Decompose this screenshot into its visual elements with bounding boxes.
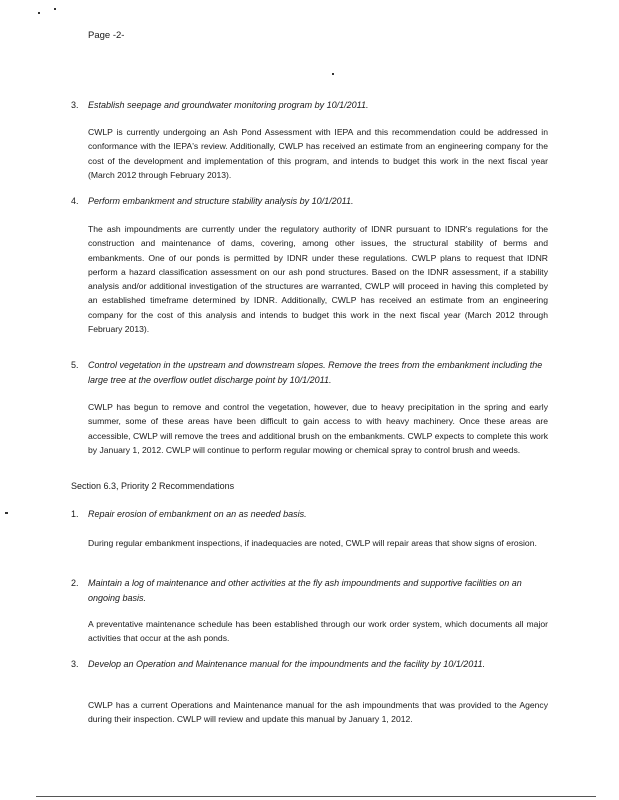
item-number: 5. (71, 360, 79, 370)
scan-speck (54, 8, 56, 10)
item-number: 3. (71, 100, 79, 110)
item-body: During regular embankment inspections, if inadequacies are noted, CWLP will repair areas that show signs of erosion. (88, 538, 537, 548)
item-title: Establish seepage and groundwater monitoring program by 10/1/2011. (88, 100, 369, 110)
item-body: CWLP has begun to remove and control the vegetation, however, due to heavy precipitation in the spring and early summer, some of these areas have been difficult to gain access to with heavy machinery. Once these areas are accessible, CWLP will remove the trees and additional brush on the embankments. CWLP expects to complete this work by January 1, 2012. CWLP will continue to perform regular mowing or chemical spray to control brush and weeds. (88, 402, 548, 455)
item-number: 4. (71, 196, 79, 206)
item-title: Perform embankment and structure stability analysis by 10/1/2011. (88, 196, 354, 206)
item-title: Develop an Operation and Maintenance manual for the impoundments and the facility by 10/1/2011. (88, 659, 486, 669)
item-body: CWLP is currently undergoing an Ash Pond Assessment with IEPA and this recommendation could be addressed in conformance with the IEPA's review. Additionally, CWLP has received an estimate from an engineering company for the cost of the development and implementation of this program, and intends to budget this work in the next fiscal year (March 2012 through February 2013). (88, 127, 548, 180)
item-number: 1. (71, 509, 79, 519)
item-title: Repair erosion of embankment on an as needed basis. (88, 509, 307, 519)
page-number: Page -2- (88, 30, 125, 41)
item-number: 3. (71, 659, 79, 669)
item-body: A preventative maintenance schedule has been established through our work order system, which documents all major activities that occur at the ash ponds. (88, 619, 548, 644)
scan-speck (38, 12, 40, 14)
item-title: Control vegetation in the upstream and downstream slopes. Remove the trees from the embankment including the large tree at the overflow outlet discharge point by 10/1/2011. (88, 360, 543, 385)
scan-speck (5, 512, 8, 514)
page-bottom-edge (36, 796, 596, 797)
item-body: The ash impoundments are currently under the regulatory authority of IDNR pursuant to IDNR's regulations for the construction and maintenance of dams, covering, among other issues, the structural stability of berms and embankments. One of our ponds is permitted by IDNR under these regulations. CWLP plans to request that IDNR perform a hazard classification assessment on our ash pond structures. Based on the IDNR assessment, if a stability analysis and/or additional investigation of the structures are warranted, CWLP will proceed in having this completed by an established timeframe determined by IDNR. Additionally, CWLP has received an estimate from an engineering company for the cost of this analysis and intends to budget this work in the next fiscal year (March 2012 through February 2013). (88, 224, 548, 335)
item-body: CWLP has a current Operations and Maintenance manual for the ash impoundments that was provided to the Agency during their inspection. CWLP will review and update this manual by January 1, 2012. (88, 700, 548, 725)
scan-speck (332, 73, 334, 75)
item-number: 2. (71, 578, 79, 588)
section-heading: Section 6.3, Priority 2 Recommendations (71, 481, 235, 491)
item-title: Maintain a log of maintenance and other activities at the fly ash impoundments and supportive facilities on an ongoing basis. (88, 578, 522, 603)
